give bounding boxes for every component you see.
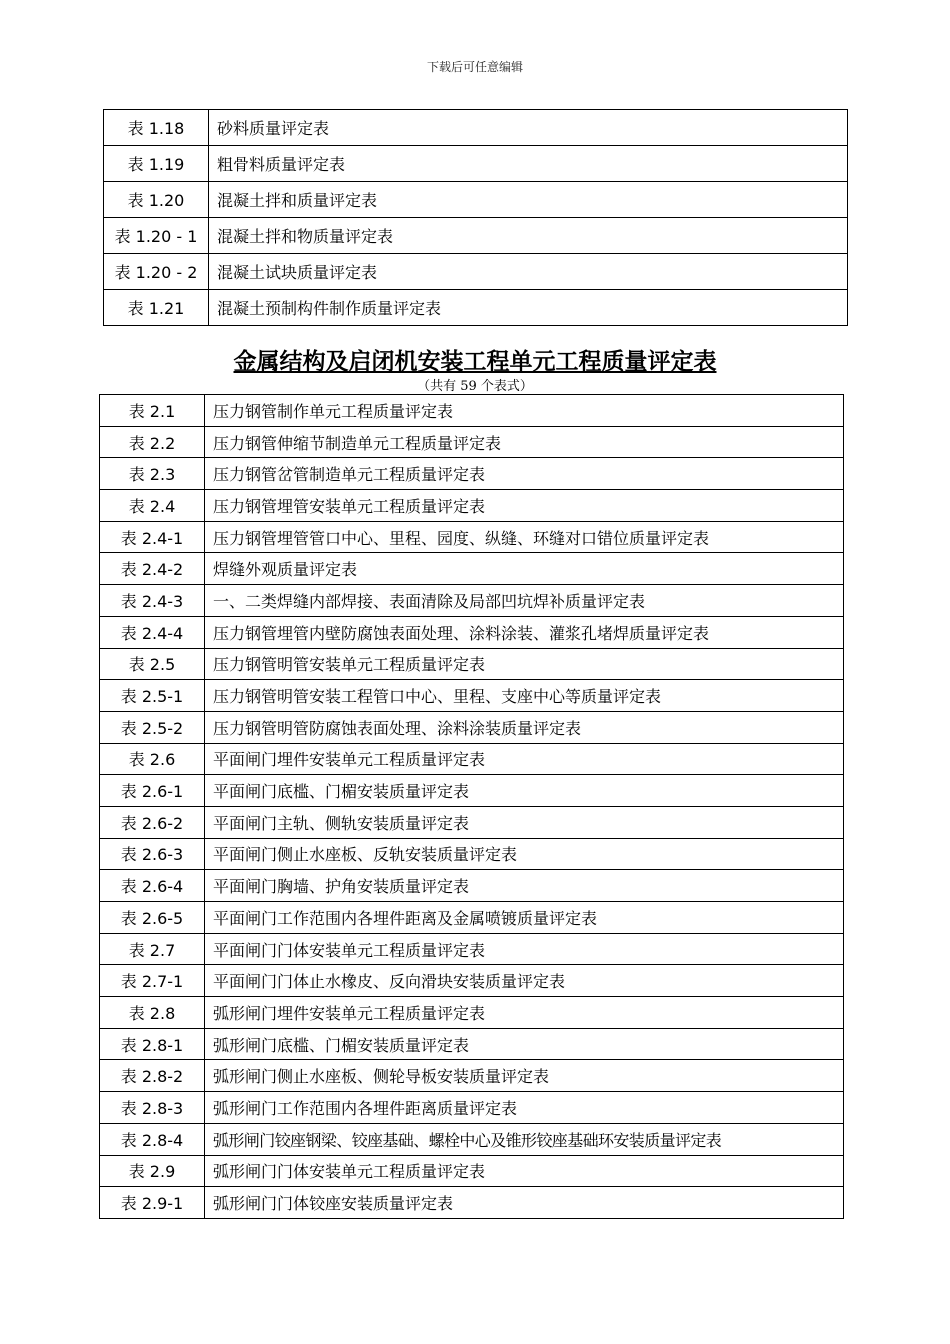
form-title: 压力钢管埋管内壁防腐蚀表面处理、涂料涂装、灌浆孔堵焊质量评定表 xyxy=(205,616,844,648)
table-row xyxy=(100,521,844,553)
form-title: 平面闸门埋件安装单元工程质量评定表 xyxy=(205,743,844,775)
table-row xyxy=(100,616,844,648)
form-number: 表 2.3 xyxy=(100,458,205,490)
form-number: 表 2.8-2 xyxy=(100,1060,205,1092)
form-title: 混凝土拌和物质量评定表 xyxy=(209,218,848,254)
table2-body xyxy=(100,395,844,1219)
form-title: 平面闸门门体安装单元工程质量评定表 xyxy=(205,933,844,965)
form-number: 表 2.5 xyxy=(100,648,205,680)
form-title: 弧形闸门埋件安装单元工程质量评定表 xyxy=(205,997,844,1029)
form-number: 表 2.2 xyxy=(100,426,205,458)
form-number: 表 2.4-3 xyxy=(100,585,205,617)
form-title: 混凝土试块质量评定表 xyxy=(209,254,848,290)
table-row xyxy=(104,290,848,326)
form-number: 表 2.7-1 xyxy=(100,965,205,997)
table-row xyxy=(104,182,848,218)
table-row xyxy=(100,933,844,965)
table-row xyxy=(100,426,844,458)
table-row xyxy=(104,110,848,146)
table-row xyxy=(100,1155,844,1187)
form-index-table-1 xyxy=(103,109,848,326)
form-title: 压力钢管伸缩节制造单元工程质量评定表 xyxy=(205,426,844,458)
table-row xyxy=(100,1060,844,1092)
form-title: 混凝土拌和质量评定表 xyxy=(209,182,848,218)
form-title: 一、二类焊缝内部焊接、表面清除及局部凹坑焊补质量评定表 xyxy=(205,585,844,617)
form-number: 表 1.21 xyxy=(104,290,209,326)
table-row xyxy=(100,775,844,807)
form-number: 表 2.6-5 xyxy=(100,902,205,934)
form-title: 焊缝外观质量评定表 xyxy=(205,553,844,585)
form-number: 表 1.20 - 2 xyxy=(104,254,209,290)
form-number: 表 1.18 xyxy=(104,110,209,146)
form-title: 压力钢管制作单元工程质量评定表 xyxy=(205,395,844,427)
form-number: 表 2.6-2 xyxy=(100,806,205,838)
table-row xyxy=(104,146,848,182)
table-row xyxy=(100,1092,844,1124)
table-row xyxy=(100,648,844,680)
form-title: 平面闸门门体止水橡皮、反向滑块安装质量评定表 xyxy=(205,965,844,997)
form-number: 表 1.19 xyxy=(104,146,209,182)
section-subtitle: （共有 59 个表式） xyxy=(417,379,533,394)
form-title: 粗骨料质量评定表 xyxy=(209,146,848,182)
form-title: 弧形闸门门体铰座安装质量评定表 xyxy=(205,1187,844,1219)
table-row xyxy=(100,680,844,712)
form-title: 压力钢管埋管管口中心、里程、园度、纵缝、环缝对口错位质量评定表 xyxy=(205,521,844,553)
form-title: 混凝土预制构件制作质量评定表 xyxy=(209,290,848,326)
table-row xyxy=(100,902,844,934)
form-number: 表 2.7 xyxy=(100,933,205,965)
table-row xyxy=(100,965,844,997)
form-number: 表 1.20 xyxy=(104,182,209,218)
form-title: 弧形闸门铰座钢梁、铰座基础、螺栓中心及锥形铰座基础环安装质量评定表 xyxy=(205,1123,844,1155)
form-title: 平面闸门胸墙、护角安装质量评定表 xyxy=(205,870,844,902)
table-row xyxy=(100,490,844,522)
form-title: 压力钢管明管防腐蚀表面处理、涂料涂装质量评定表 xyxy=(205,711,844,743)
table-row xyxy=(100,1028,844,1060)
form-title: 压力钢管明管安装单元工程质量评定表 xyxy=(205,648,844,680)
form-title: 平面闸门工作范围内各埋件距离及金属喷镀质量评定表 xyxy=(205,902,844,934)
form-title: 平面闸门主轨、侧轨安装质量评定表 xyxy=(205,806,844,838)
form-title: 弧形闸门工作范围内各埋件距离质量评定表 xyxy=(205,1092,844,1124)
form-number: 表 2.5-1 xyxy=(100,680,205,712)
table-row xyxy=(104,254,848,290)
form-title: 平面闸门侧止水座板、反轨安装质量评定表 xyxy=(205,838,844,870)
table-row xyxy=(100,458,844,490)
form-number: 表 2.9-1 xyxy=(100,1187,205,1219)
form-index-table-2 xyxy=(99,394,844,1219)
form-number: 表 2.6-1 xyxy=(100,775,205,807)
form-number: 表 2.8 xyxy=(100,997,205,1029)
form-title: 压力钢管埋管安装单元工程质量评定表 xyxy=(205,490,844,522)
form-number: 表 1.20 - 1 xyxy=(104,218,209,254)
section-title: 金属结构及启闭机安装工程单元工程质量评定表 xyxy=(233,349,717,375)
form-title: 压力钢管明管安装工程管口中心、里程、支座中心等质量评定表 xyxy=(205,680,844,712)
form-title: 弧形闸门门体安装单元工程质量评定表 xyxy=(205,1155,844,1187)
table-row xyxy=(100,1123,844,1155)
form-number: 表 2.1 xyxy=(100,395,205,427)
page-header: 下载后可任意编辑 xyxy=(426,60,523,74)
form-number: 表 2.9 xyxy=(100,1155,205,1187)
table-row xyxy=(100,870,844,902)
form-title: 弧形闸门侧止水座板、侧轮导板安装质量评定表 xyxy=(205,1060,844,1092)
form-title: 弧形闸门底槛、门楣安装质量评定表 xyxy=(205,1028,844,1060)
table-row xyxy=(104,218,848,254)
form-title: 压力钢管岔管制造单元工程质量评定表 xyxy=(205,458,844,490)
form-number: 表 2.4-2 xyxy=(100,553,205,585)
table-row xyxy=(100,711,844,743)
form-number: 表 2.4 xyxy=(100,490,205,522)
table-row xyxy=(100,553,844,585)
form-title: 砂料质量评定表 xyxy=(209,110,848,146)
form-number: 表 2.8-4 xyxy=(100,1123,205,1155)
table-row xyxy=(100,838,844,870)
table-row xyxy=(100,585,844,617)
table-row xyxy=(100,806,844,838)
form-number: 表 2.5-2 xyxy=(100,711,205,743)
form-number: 表 2.4-1 xyxy=(100,521,205,553)
form-number: 表 2.6-4 xyxy=(100,870,205,902)
table-row xyxy=(100,997,844,1029)
form-number: 表 2.6-3 xyxy=(100,838,205,870)
form-number: 表 2.6 xyxy=(100,743,205,775)
table1-body xyxy=(104,110,848,326)
table-row xyxy=(100,1187,844,1219)
table-row xyxy=(100,743,844,775)
form-number: 表 2.8-1 xyxy=(100,1028,205,1060)
table-row xyxy=(100,395,844,427)
form-title: 平面闸门底槛、门楣安装质量评定表 xyxy=(205,775,844,807)
form-number: 表 2.4-4 xyxy=(100,616,205,648)
form-number: 表 2.8-3 xyxy=(100,1092,205,1124)
